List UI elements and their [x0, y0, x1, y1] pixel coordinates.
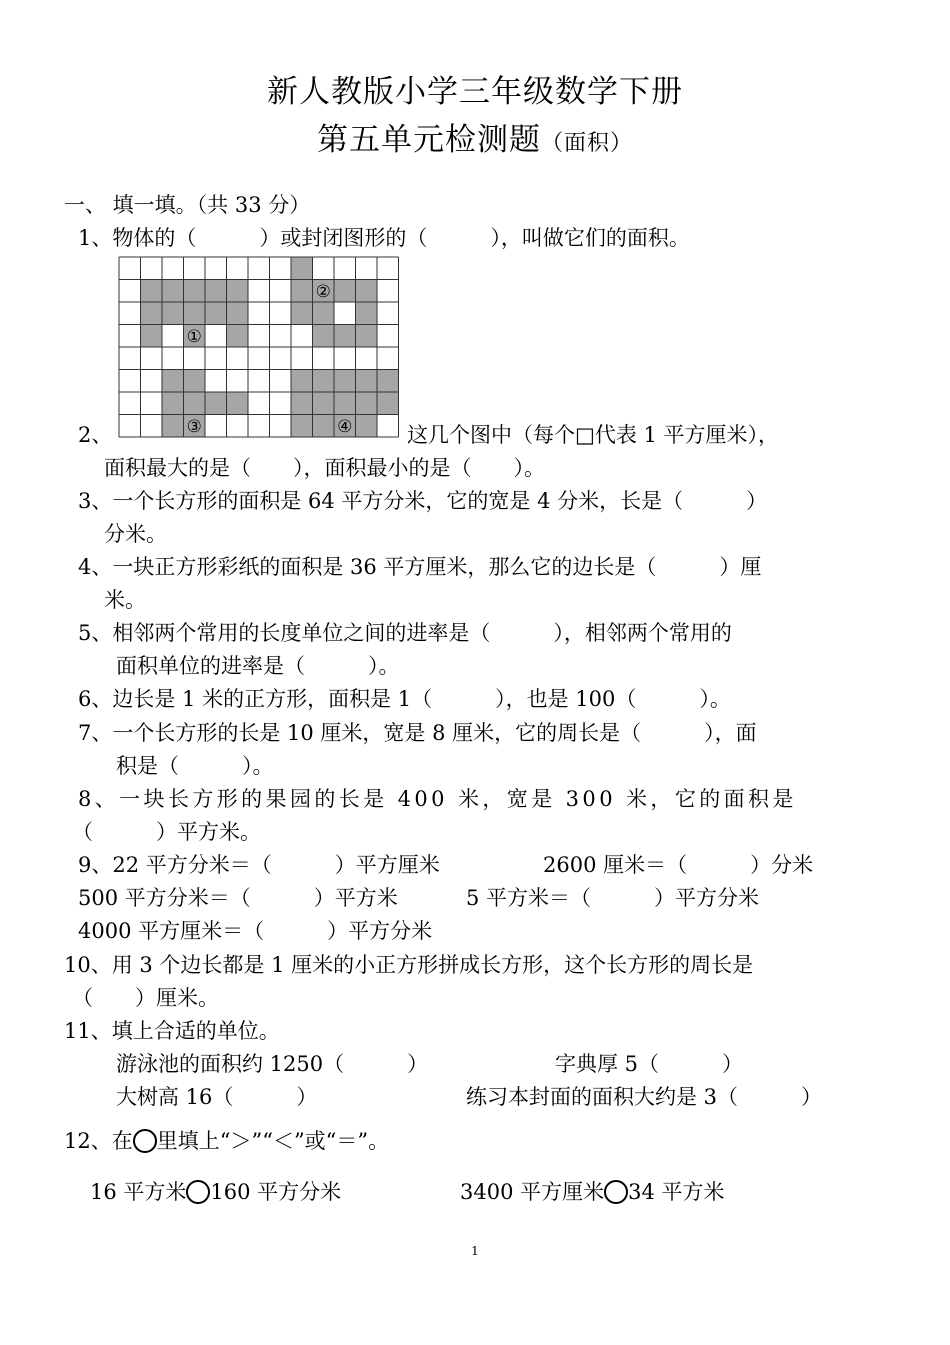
question-6: 6、边长是 1 米的正方形，面积是 1（ ），也是 100（ ）。 — [78, 687, 731, 711]
page-number: 1 — [471, 1244, 479, 1258]
question-5: 5、相邻两个常用的长度单位之间的进率是（ ），相邻两个常用的 — [78, 621, 732, 645]
question-2-line-2: 面积最大的是（ ），面积最小的是（ ）。 — [104, 456, 545, 480]
question-10: 10、用 3 个边长都是 1 厘米的小正方形拼成长方形，这个长方形的周长是 — [64, 953, 754, 977]
grid-shaded-cell — [334, 325, 356, 348]
grid-shaded-cell — [313, 370, 335, 393]
question-12 — [64, 1126, 389, 1156]
grid-shaded-cell — [162, 302, 184, 325]
grid-shaded-cell — [162, 415, 184, 438]
question-11: 11、填上合适的单位。 — [64, 1019, 280, 1043]
question-7: 7、一个长方形的长是 10 厘米，宽是 8 厘米，它的周长是（ ），面 — [78, 721, 757, 745]
grid-shaded-cell — [377, 370, 399, 393]
grid-shaded-cell — [334, 280, 356, 303]
compare-circle-icon — [133, 1129, 157, 1153]
answer-circle-b-icon[interactable] — [604, 1180, 628, 1204]
grid-shaded-cell — [184, 392, 206, 415]
question-12-a-right: 160 平方分米 — [210, 1180, 342, 1204]
grid-shaded-cell — [313, 325, 335, 348]
grid-shaded-cell — [184, 370, 206, 393]
question-12-a-left: 16 平方米 — [90, 1180, 187, 1204]
grid-shaded-cell — [356, 280, 378, 303]
grid-shaded-cell — [141, 325, 163, 348]
grid-shaded-cell — [377, 392, 399, 415]
question-8-cont: （ ）平方米。 — [72, 820, 261, 844]
grid-shaded-cell — [227, 302, 249, 325]
question-11-a: 游泳池的面积约 1250（ ） — [116, 1052, 429, 1076]
grid-shaded-cell — [291, 257, 313, 280]
grid-shaded-cell — [184, 280, 206, 303]
shape-label-4: ④ — [337, 416, 353, 437]
grid-shaded-cell — [141, 302, 163, 325]
question-12-post: 里填上“＞”“＜”或“＝”。 — [156, 1129, 390, 1153]
grid-shaded-cell — [291, 280, 313, 303]
grid-shaded-cell — [356, 325, 378, 348]
question-12-a — [90, 1177, 341, 1207]
grid-shaded-cell — [184, 302, 206, 325]
shape-label-2: ② — [315, 281, 331, 302]
question-7-cont: 积是（ ）。 — [116, 754, 274, 778]
grid-shaded-cell — [356, 302, 378, 325]
grid-shaded-cell — [205, 392, 227, 415]
title-line-2 — [0, 114, 950, 159]
grid-shaded-cell — [356, 415, 378, 438]
title-subtitle: （面积） — [540, 131, 633, 156]
title-main: 第五单元检测题 — [316, 122, 541, 158]
question-12-b-right: 34 平方米 — [628, 1180, 725, 1204]
grid-shaded-cell — [141, 280, 163, 303]
question-9-b: 2600 厘米＝（ ）分米 — [543, 853, 814, 877]
question-4: 4、一块正方形彩纸的面积是 36 平方厘米，那么它的边长是（ ）厘 — [78, 555, 762, 579]
question-11-b: 字典厚 5（ ） — [555, 1052, 744, 1076]
question-5-cont: 面积单位的进率是（ ）。 — [116, 654, 400, 678]
question-2-text: 这几个图中（每个□代表 1 平方厘米）， — [407, 423, 780, 447]
grid-shaded-cell — [291, 392, 313, 415]
question-11-c: 大树高 16（ ） — [116, 1085, 318, 1109]
grid-shaded-cell — [162, 280, 184, 303]
grid-shaded-cell — [334, 392, 356, 415]
question-8: 8、一块长方形的果园的长是 400 米，宽是 300 米，它的面积是 — [78, 787, 797, 811]
section-heading: 一、 填一填。（共 33 分） — [64, 193, 311, 217]
question-3: 3、一个长方形的面积是 64 平方分米，它的宽是 4 分米，长是（ ） — [78, 489, 768, 513]
grid-shaded-cell — [291, 302, 313, 325]
question-12-pre: 12、在 — [64, 1129, 133, 1153]
grid-shaded-cell — [356, 370, 378, 393]
grid-shaded-cell — [313, 392, 335, 415]
question-9-a: 9、22 平方分米＝（ ）平方厘米 — [78, 853, 440, 877]
shape-label-1: ① — [186, 326, 202, 347]
question-9-c: 500 平方分米＝（ ）平方米 — [78, 886, 398, 910]
grid-shaded-cell — [162, 370, 184, 393]
question-11-d: 练习本封面的面积大约是 3（ ） — [466, 1085, 823, 1109]
grid-shaded-cell — [227, 280, 249, 303]
grid-shaded-cell — [227, 392, 249, 415]
question-9-e: 4000 平方厘米＝（ ）平方分米 — [78, 919, 433, 943]
grid-shaded-cell — [334, 370, 356, 393]
question-4-cont: 米。 — [104, 588, 146, 612]
grid-shaded-cell — [205, 280, 227, 303]
area-grid-figure — [118, 256, 403, 438]
question-12-b-left: 3400 平方厘米 — [460, 1180, 605, 1204]
question-1: 1、物体的（ ）或封闭图形的（ ），叫做它们的面积。 — [78, 226, 690, 250]
grid-shaded-cell — [205, 302, 227, 325]
question-9-d: 5 平方米＝（ ）平方分米 — [466, 886, 760, 910]
shape-label-3: ③ — [186, 416, 202, 437]
grid-shaded-cell — [313, 415, 335, 438]
answer-circle-a-icon[interactable] — [186, 1180, 210, 1204]
grid-shaded-cell — [291, 415, 313, 438]
question-3-cont: 分米。 — [104, 522, 167, 546]
question-10-cont: （ ）厘米。 — [72, 986, 219, 1010]
grid-shaded-cell — [227, 325, 249, 348]
question-2-number: 2、 — [78, 423, 113, 447]
grid-shaded-cell — [313, 302, 335, 325]
title-line-1: 新人教版小学三年级数学下册 — [267, 74, 683, 110]
grid-shaded-cell — [291, 370, 313, 393]
grid-shaded-cell — [162, 392, 184, 415]
grid-shaded-cell — [356, 392, 378, 415]
question-12-b — [460, 1177, 725, 1207]
